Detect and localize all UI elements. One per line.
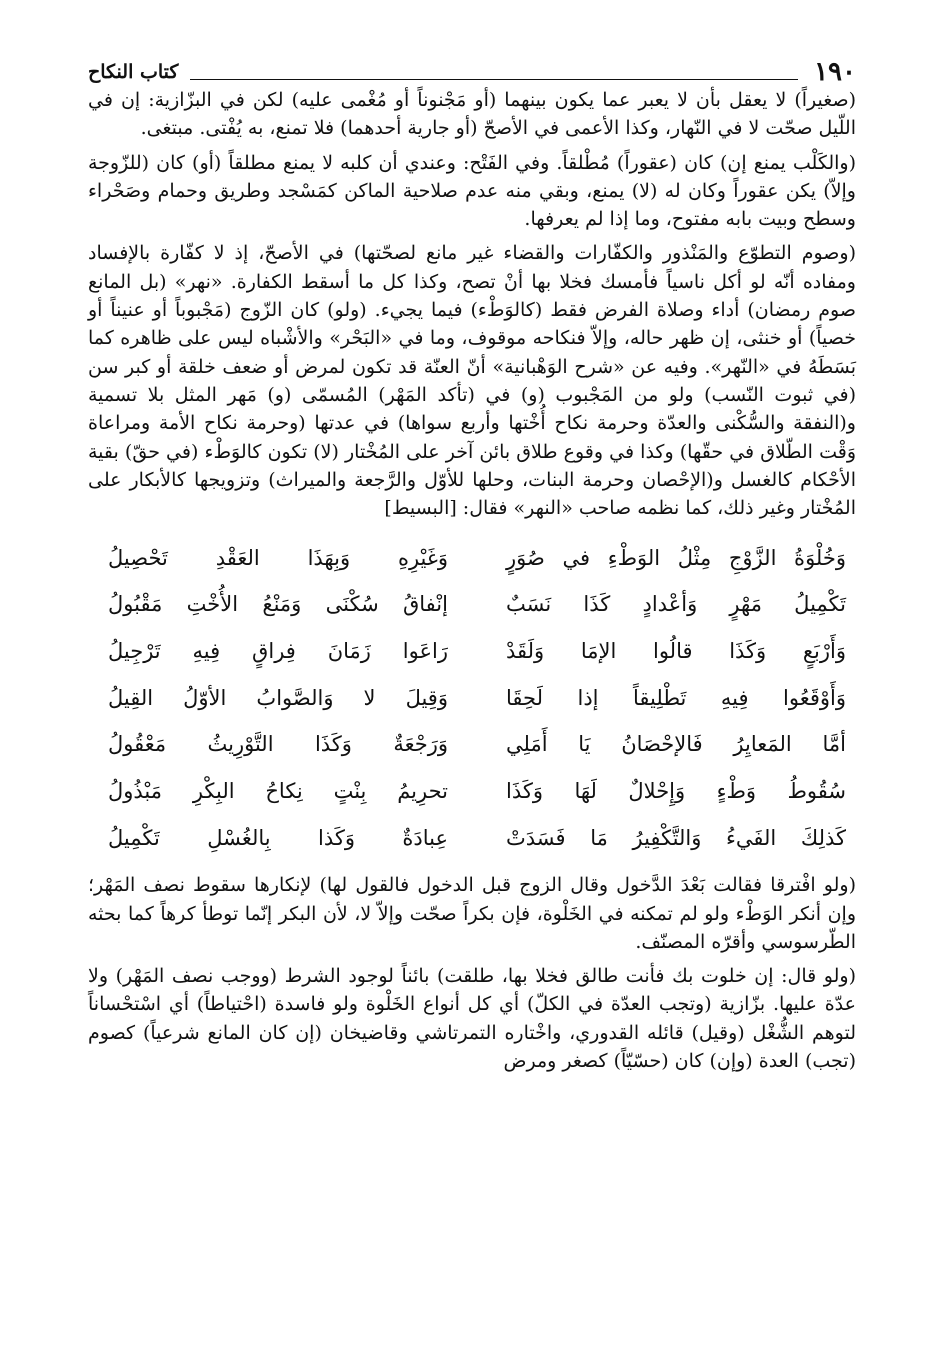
poem-verse [88, 628, 856, 675]
poem-second-hemistich: تحرِيمُ بِنْتٍ نِكاحُ البِكْرِ مَبْذُولُ [108, 779, 448, 804]
poem-first-hemistich: تَكْمِيلُ مَهْرٍ وَأعْدادٍ كَذَا نَسَبٌ [506, 592, 846, 617]
poem-verse [88, 721, 856, 768]
poem-verse [88, 675, 856, 722]
poem-second-hemistich: وَغَيْرِهِ وَبِهَذَا العَقْدِ تَحْصِيلُ [108, 545, 448, 570]
poem-verse [88, 581, 856, 628]
paragraph: (وصوم التطوّع والمَنْذور والكفّارات والقضاء غير مانع لصحّتها) في الأصحّ، إذ لا كفّارة بالإفساد ومفاده أنّه لو أكل ناسياً فأمسك فخلا بها أنْ تصح، وكذا كل ما أسقط الكفارة. «نهر» (بل المانع صوم رمضان) أداء وصلاة الفرض فقط (كالوَطْء) فيما يجيء. (ولو) كان الزّوج (مَجْبوباً أو عنيناً أو خصياً) أو خنثى، إن ظهر حاله، وإلاّ فنكاحه موقوف، وما في «البَحْر» والأشْباه ليس على ظاهره كما بَسَطَهُ في «النّهر». وفيه عن «شرح الوَهْبانية» أنّ العنّة قد تكون لمرض أو ضعف خلقة أو كبر سن (في ثبوت النّسب) ولو من المَجْبوب (و) في (تأكد المَهْر) المُسمّى (و) مَهر المثل بلا تسمية و(النفقة والسُّكْنى والعدّة وحرمة نكاح أُخْتها وأربع سواها) في عدتها (وحرمة نكاح الأمة ومراعاة وَقْت الطّلاق في حقّها) وكذا في وقوع طلاق بائن آخر على المُخْتار (لا) تكون كالوَطْء (في حقّ) بقية الأحْكام كالغسل و(الإحْصان وحرمة البنات، وحلها للأوّل والرَّجعة والميراث) وتزويجها كالأبكار على المُخْتار وغير ذلك، كما نظمه صاحب «النهر» فقال: [البسيط] [88, 242, 856, 520]
document-page [88, 52, 856, 1079]
book-title: كتاب النكاح [88, 61, 179, 83]
poem-second-hemistich: عِبادَةٌ وَكَذا بِالغُسْلِ تَكْمِيلُ [108, 825, 448, 850]
poem-verse [88, 768, 856, 815]
page-number: ١٩٠ [814, 57, 856, 87]
poem-second-hemistich: وَرَجْعَةٌ وَكَذَا التَّوْرِيثُ مَعْقُولُ [108, 732, 448, 757]
poem-second-hemistich: وَقِيلَ لا وَالصَّوابُ الأوّلُ القِيلُ [108, 685, 448, 710]
poem-second-hemistich: رَاعَوا زَمَانَ فِراقٍ فِيهِ تَرْجِيلُ [108, 639, 448, 664]
poem-first-hemistich: وَخُلْوَةُ الزَّوْجِ مِثْلُ الوَطْءِ في صُوَرٍ [506, 545, 846, 570]
paragraph: (والكَلْب يمنع إن) كان (عقوراً) مُطْلقاً. وفي الفَتْح: وعندي أن كلبه لا يمنع مطلقاً (أو) كان (للزّوجة وإلاّ) يكن عقوراً وكان له (لا) يمنع، وبقي منه عدم صلاحية الماكن كمَسْجد وطريق وحمام وصَحْراء وسطح وبيت بابه مفتوح، وما إذا لم يعرفها. [88, 151, 856, 231]
page-header [88, 52, 856, 86]
paragraph: (صغيراً) لا يعقل بأن لا يعبر عما يكون بينهما (أو مَجْنوناً أو مُغْمى عليه) لكن في البزّازية: إن في اللّيل صحّت لا في النّهار، وكذا الأعمى في الأصحّ (أو جارية أحدهما) فلا تمنع، به يُفْتى. مبتغى. [88, 89, 856, 140]
poem [88, 534, 856, 861]
poem-verse [88, 815, 856, 862]
poem-first-hemistich: وَأَوْقَعُوا فِيهِ تَطْلِيقاً إذا لَحِقَا [506, 685, 846, 710]
header-rule [190, 79, 798, 80]
paragraph: (ولو قال: إن خلوت بك فأنت طالق فخلا بها، طلقت) بائناً لوجود الشرط (ووجب نصف المَهْر) ولا عدّة عليها. بزّازية (وتجب العدّة في الكلّ) أي كل أنواع الخَلْوة ولو فاسدة (احْتياطاً) أي اسْتحْساناً لتوهم الشُّغْل (وقيل) قائله القدوري، واخْتاره التمرتاشي وقاضيخان (إن كان المانع شرعياً) كصوم (تجب) العدة (وإن) كان (حسّيّاً) كصغر ومرض [88, 965, 856, 1073]
poem-first-hemistich: وَأَرْبَعٍ وَكَذَا قالُوا الإمَا وَلَقَدْ [506, 639, 846, 664]
poem-verse [88, 534, 856, 581]
poem-first-hemistich: كَذلِكَ الفَيءُ وَالتَّكْفِيرُ مَا فَسَدَتْ [506, 825, 846, 850]
paragraph: (ولو افْترقا فقالت بَعْدَ الدَّخول وقال الزوج قبل الدخول فالقول لها) لإنكارها سقوط نصف المَهْر؛ وإن أنكر الوَطْء ولو لم تمكنه في الخَلْوة، فإن بكراً صحّت وإلاّ لا، لأن البكر إنّما توطأ كرهاً كما بحثه الطّرسوسي وأقرّه المصنّف. [88, 874, 856, 953]
main-text [88, 86, 856, 1075]
poem-first-hemistich: سُقُوطُ وَطْءٍ وَإِحْلالٌ لَهَا وَكَذَا [506, 779, 846, 804]
poem-first-hemistich: أمَّا المَعايِرُ فَالإحْصَانُ يَا أَمَلِي [506, 732, 846, 757]
poem-second-hemistich: إنْفاقُ سُكْنَى وَمَنْعُ الأُخْتِ مَقْبُولُ [108, 592, 448, 617]
